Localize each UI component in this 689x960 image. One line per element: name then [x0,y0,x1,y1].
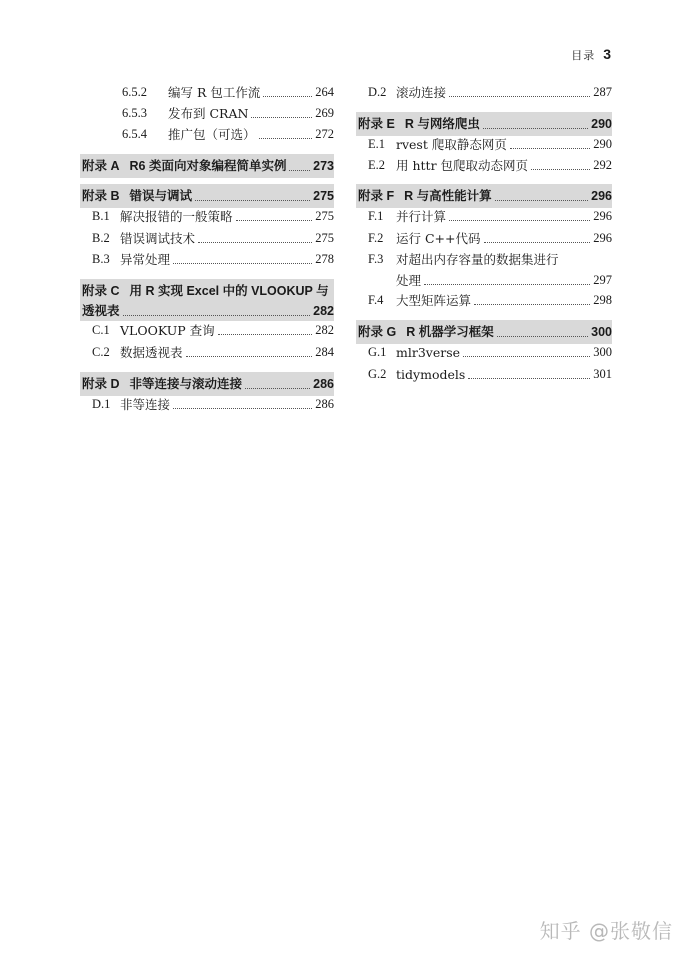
toc-entry[interactable] [80,126,334,143]
appendix-g-heading[interactable] [356,320,612,344]
appendix-tag: 附录 E [358,117,395,131]
entry-page: 286 [315,397,334,411]
entry-page: 290 [593,137,612,151]
entry-title: 滚动连接 [396,85,447,100]
entry-page: 297 [593,273,612,287]
entry-number: F.4 [368,293,384,307]
entry-page: 296 [593,231,612,245]
appendix-b-heading[interactable] [80,184,334,208]
toc-entry[interactable] [80,208,334,225]
entry-page: 284 [315,345,334,359]
appendix-title-line2: 透视表 [82,304,120,318]
entry-number: 6.5.2 [122,85,147,99]
entry-page: 296 [593,209,612,223]
entry-page: 264 [315,85,334,99]
appendix-title: R6 类面向对象编程简单实例 [129,159,287,173]
watermark-text: 知乎 @张敬信 [539,919,673,943]
entry-number: B.2 [92,231,110,245]
toc-entry[interactable] [356,157,612,174]
entry-page: 301 [593,367,612,381]
leader-dots [195,200,310,201]
entry-number: C.2 [92,345,110,359]
leader-dots [424,284,590,285]
entry-page: 275 [315,231,334,245]
entry-number: 6.5.3 [122,106,147,120]
appendix-tag: 附录 G [358,325,397,339]
toc-entry[interactable] [80,344,334,361]
appendix-tag: 附录 A [82,159,120,173]
entry-title: 异常处理 [120,252,171,267]
leader-dots [259,138,313,139]
entry-page: 282 [315,323,334,337]
toc-entry[interactable] [356,136,612,153]
leader-dots [173,408,312,409]
entry-title: tidymodels [396,367,466,382]
entry-title-line2: 处理 [396,273,422,288]
appendix-title: R 与高性能计算 [404,189,492,203]
leader-dots [186,356,313,357]
leader-dots [468,378,590,379]
entry-title: 并行计算 [396,209,447,224]
entry-title: 解决报错的一般策略 [120,209,233,224]
appendix-page: 273 [313,159,334,173]
leader-dots [484,242,591,243]
entry-number: B.3 [92,252,110,266]
leader-dots [449,220,590,221]
toc-entry[interactable] [80,396,334,413]
toc-entry[interactable] [356,366,612,383]
entry-title: 非等连接 [120,397,171,412]
header-label: 目录 [571,49,596,62]
leader-dots [463,356,590,357]
toc-entry-f3[interactable] [356,249,612,291]
leader-dots [510,148,590,149]
appendix-title: 非等连接与滚动连接 [129,377,243,391]
entry-number: B.1 [92,209,110,223]
entry-title: 用 httr 包爬取动态网页 [396,158,529,173]
appendix-title: R 机器学习框架 [406,325,494,339]
entry-title: 大型矩阵运算 [396,293,472,308]
appendix-c-heading[interactable] [80,279,334,321]
appendix-f-heading[interactable] [356,184,612,208]
appendix-tag: 附录 B [82,189,120,203]
entry-page: 269 [315,106,334,120]
entry-number: D.2 [368,85,387,99]
leader-dots [198,242,312,243]
entry-number: F.3 [368,252,384,266]
leader-dots [531,169,590,170]
leader-dots [236,220,313,221]
entry-number: G.1 [368,345,387,359]
entry-number: 6.5.4 [122,127,147,141]
entry-number: E.2 [368,158,386,172]
appendix-tag: 附录 C [82,284,120,298]
header-page-number: 3 [603,46,611,62]
appendix-page: 300 [591,325,612,339]
entry-page: 275 [315,209,334,223]
leader-dots [173,263,312,264]
entry-title: 错误调试技术 [120,231,196,246]
toc-entry[interactable] [80,105,334,122]
appendix-a-heading[interactable] [80,154,334,178]
entry-page: 300 [593,345,612,359]
appendix-e-heading[interactable] [356,112,612,136]
appendix-page: 286 [313,377,334,391]
entry-page: 272 [315,127,334,141]
entry-page: 278 [315,252,334,266]
leader-dots [218,334,313,335]
entry-number: F.1 [368,209,384,223]
entry-page: 298 [593,293,612,307]
appendix-page: 282 [313,304,334,318]
entry-title: 运行 C++代码 [396,231,481,246]
entry-number: D.1 [92,397,111,411]
toc-entry[interactable] [356,292,612,309]
entry-number: G.2 [368,367,387,381]
appendix-page: 275 [313,189,334,203]
toc-entry[interactable] [80,251,334,268]
leader-dots [251,117,312,118]
appendix-title: R 与网络爬虫 [404,117,480,131]
entry-number: F.2 [368,231,384,245]
leader-dots [449,96,590,97]
toc-entry[interactable] [80,84,334,101]
leader-dots [289,170,310,171]
page-header [571,46,611,63]
leader-dots [123,315,311,316]
appendix-page: 290 [591,117,612,131]
appendix-tag: 附录 F [358,189,395,203]
entry-title: mlr3verse [396,345,461,360]
entry-title: 发布到 CRAN [168,106,249,121]
toc-entry[interactable] [356,230,612,247]
entry-title: 推广包（可选） [168,127,256,142]
toc-entry[interactable] [356,344,612,361]
appendix-tag: 附录 D [82,377,120,391]
leader-dots [495,200,589,201]
appendix-title: 错误与调试 [129,189,193,203]
toc-entry[interactable] [80,322,334,339]
entry-page: 292 [593,158,612,172]
entry-title: 数据透视表 [120,345,183,360]
entry-number: C.1 [92,323,110,337]
toc-entry[interactable] [80,230,334,247]
toc-entry[interactable] [356,84,612,101]
entry-title: rvest 爬取静态网页 [396,137,507,152]
toc-entry[interactable] [356,208,612,225]
leader-dots [245,388,310,389]
entry-title: VLOOKUP 查询 [120,323,215,338]
entry-number: E.1 [368,137,386,151]
appendix-title-line1: 用 R 实现 Excel 中的 VLOOKUP 与 [129,284,329,298]
appendix-d-heading[interactable] [80,372,334,396]
appendix-page: 296 [591,189,612,203]
leader-dots [263,96,312,97]
leader-dots [497,336,588,337]
leader-dots [474,304,590,305]
leader-dots [483,128,588,129]
entry-page: 287 [593,85,612,99]
entry-title: 编写 R 包工作流 [168,85,261,100]
entry-title-line1: 对超出内存容量的数据集进行 [396,252,559,267]
